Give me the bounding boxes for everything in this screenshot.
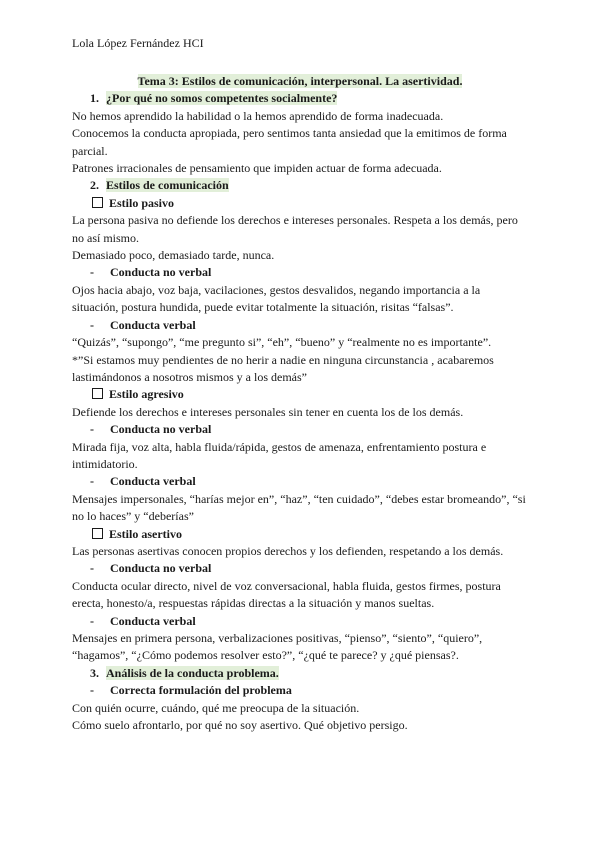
- bullet-heading: - Conducta verbal: [90, 474, 196, 489]
- bullet-heading: - Correcta formulación del problema: [90, 683, 292, 698]
- section-3-heading: 3. Análisis de la conducta problema.: [90, 665, 279, 680]
- checkbox-icon: [92, 388, 103, 399]
- paragraph: “Quizás”, “supongo”, “me pregunto si”, “eh”, “bueno” y “realmente no es importante”.: [72, 335, 492, 350]
- paragraph: Mirada fija, voz alta, habla fluida/rápida, gestos de amenaza, enfrentamiento postura e intimidatorio.: [72, 439, 487, 471]
- bullet-heading: - Conducta no verbal: [90, 422, 212, 437]
- checkbox-icon: [92, 197, 103, 208]
- paragraph: Con quién ocurre, cuándo, qué me preocupa de la situación.: [72, 700, 360, 715]
- subheading-estilo-asertivo: Estilo asertivo: [72, 526, 528, 543]
- subheading-estilo-pasivo: Estilo pasivo: [72, 195, 528, 212]
- bullet-heading: - Conducta no verbal: [90, 265, 212, 280]
- bullet-heading: - Conducta verbal: [90, 317, 196, 332]
- bullet-heading: - Conducta verbal: [90, 613, 196, 628]
- paragraph: Mensajes en primera persona, verbalizaciones positivas, “pienso”, “siento”, “quiero”, “hagamos”, “¿Cómo podemos resolver esto?”, “¿qué te parece? y ¿qué piensas?.: [72, 631, 483, 663]
- paragraph: Ojos hacia abajo, voz baja, vacilaciones, gestos desvalidos, negando importancia a la situación, postura hundida, puede evitar totalmente la situación, risitas “falsas”.: [72, 282, 481, 315]
- document-title: Tema 3: Estilos de comunicación, interpersonal. La asertividad.: [137, 74, 463, 88]
- paragraph: Conducta ocular directo, nivel de voz conversacional, habla fluida, gestos firmes, postura erecta, honesto/a, respuestas rápidas directas a la situación y manos sueltas.: [72, 578, 501, 611]
- paragraph: No hemos aprendido la habilidad o la hemos aprendido de forma inadecuada.: [72, 108, 444, 123]
- paragraph: Patrones irracionales de pensamiento que impiden actuar de forma adecuada.: [72, 161, 442, 176]
- quote: *”Si estamos muy pendientes de no herir a nadie en ninguna circunstancia , acabaremos lastimándonos a nosotros mismos y a los demás”: [72, 352, 494, 384]
- bullet-heading: - Conducta no verbal: [90, 561, 212, 576]
- page-header: Lola López Fernández HCI: [72, 36, 204, 50]
- paragraph: Conocemos la conducta apropiada, pero sentimos tanta ansiedad que la emitimos de forma parcial.: [72, 126, 507, 158]
- section-2-heading: 2. Estilos de comunicación: [90, 178, 229, 193]
- section-1-heading: 1. ¿Por qué no somos competentes socialmente?: [90, 91, 338, 106]
- document-body: [72, 73, 528, 734]
- paragraph: Mensajes impersonales, “harías mejor en”, “haz”, “ten cuidado”, “debes estar bromeando”, “si no lo haces” y “deberías”: [72, 491, 526, 524]
- paragraph: Defiende los derechos e intereses personales sin tener en cuenta los de los demás.: [72, 404, 464, 419]
- paragraph: La persona pasiva no defiende los derechos e intereses personales. Respeta a los demás, pero no así mismo.: [72, 213, 518, 245]
- paragraph: Cómo suelo afrontarlo, por qué no soy asertivo. Qué objetivo persigo.: [72, 718, 408, 733]
- paragraph: Demasiado poco, demasiado tarde, nunca.: [72, 248, 275, 263]
- subheading-estilo-agresivo: Estilo agresivo: [72, 386, 528, 403]
- paragraph: Las personas asertivas conocen propios derechos y los defienden, respetando a los demás.: [72, 543, 504, 558]
- checkbox-icon: [92, 528, 103, 539]
